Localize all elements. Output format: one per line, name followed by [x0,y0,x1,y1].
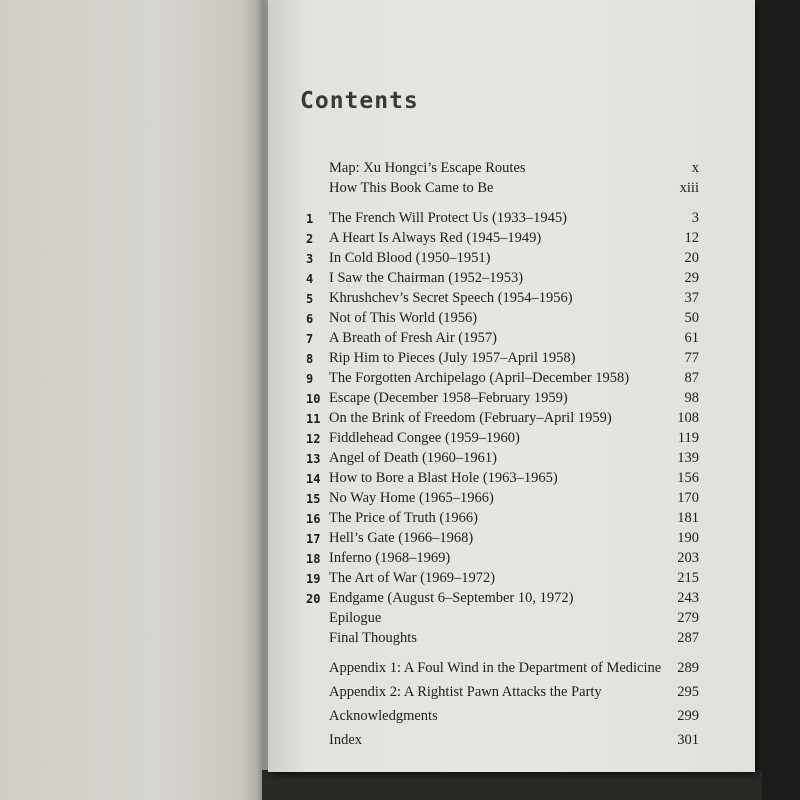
chapter-entry [0,490,800,510]
entry-page: 287 [677,630,699,646]
chapter-entry [0,430,800,450]
chapter-entry [0,550,800,570]
entry-title: Appendix 1: A Foul Wind in the Department of Medicine [329,660,662,676]
chapter-title: Rip Him to Pieces (July 1957–April 1958) [329,350,576,366]
chapter-title: Not of This World (1956) [329,310,478,326]
chapter-entry [0,250,800,270]
chapter-title: A Breath of Fresh Air (1957) [329,330,497,346]
chapter-entry [0,390,800,410]
chapter-entry [0,450,800,470]
chapter-number: 18 [306,552,321,566]
chapter-number: 6 [306,312,314,326]
entry-page: 289 [677,660,699,676]
chapter-number: 8 [306,352,314,366]
chapter-entry [0,570,800,590]
toc-entry [0,610,800,630]
entry-title: Epilogue [329,610,382,626]
chapter-title: No Way Home (1965–1966) [329,490,494,506]
chapter-number: 5 [306,292,314,306]
entry-title: Index [329,732,363,748]
chapter-page: 50 [684,310,699,326]
chapter-title: Khrushchev’s Secret Speech (1954–1956) [329,290,573,306]
chapter-entry [0,270,800,290]
chapter-page: 20 [684,250,699,266]
chapter-number: 14 [306,472,321,486]
chapter-title: I Saw the Chairman (1952–1953) [329,270,524,286]
chapter-entry [0,350,800,370]
chapter-page: 3 [691,210,699,226]
chapter-title: How to Bore a Blast Hole (1963–1965) [329,470,558,486]
chapter-title: The Price of Truth (1966) [329,510,479,526]
toc-entry [0,732,800,752]
toc-entry [0,708,800,728]
chapter-page: 87 [684,370,699,386]
chapter-number: 16 [306,512,321,526]
chapter-title: Endgame (August 6–September 10, 1972) [329,590,574,606]
entry-title: Final Thoughts [329,630,417,646]
chapter-page: 139 [677,450,699,466]
chapter-page: 181 [677,510,699,526]
chapter-entry [0,410,800,430]
chapter-entry [0,590,800,610]
chapter-title: Fiddlehead Congee (1959–1960) [329,430,520,446]
chapter-number: 13 [306,452,321,466]
chapter-page: 170 [677,490,699,506]
chapter-number: 7 [306,332,314,346]
chapter-title: The French Will Protect Us (1933–1945) [329,210,567,226]
chapter-number: 12 [306,432,321,446]
entry-page: x [691,160,699,176]
chapter-page: 156 [677,470,699,486]
chapter-title: The Art of War (1969–1972) [329,570,496,586]
chapter-page: 37 [684,290,699,306]
chapter-title: In Cold Blood (1950–1951) [329,250,491,266]
chapter-number: 17 [306,532,321,546]
entry-title: Acknowledgments [329,708,438,724]
chapter-entry [0,330,800,350]
toc-entry [0,630,800,650]
chapter-number: 1 [306,212,314,226]
chapter-title: On the Brink of Freedom (February–April 1959) [329,410,612,426]
chapter-number: 11 [306,412,321,426]
chapter-entry [0,230,800,250]
chapter-page: 77 [684,350,699,366]
chapter-page: 243 [677,590,699,606]
chapter-number: 3 [306,252,314,266]
chapter-number: 10 [306,392,321,406]
chapter-title: Escape (December 1958–February 1959) [329,390,568,406]
chapter-page: 108 [677,410,699,426]
entry-title: How This Book Came to Be [329,180,494,196]
chapter-page: 12 [684,230,699,246]
toc-entry [0,160,800,180]
chapter-number: 15 [306,492,321,506]
chapter-number: 9 [306,372,314,386]
chapter-title: Hell’s Gate (1966–1968) [329,530,474,546]
chapter-number: 20 [306,592,321,606]
chapter-title: Angel of Death (1960–1961) [329,450,497,466]
entry-page: 295 [677,684,699,700]
entry-title: Map: Xu Hongci’s Escape Routes [329,160,526,176]
chapter-page: 61 [684,330,699,346]
chapter-number: 2 [306,232,314,246]
chapter-number: 19 [306,572,321,586]
toc-entry [0,180,800,200]
chapter-entry [0,470,800,490]
chapter-entry [0,370,800,390]
chapter-page: 29 [684,270,699,286]
chapter-title: A Heart Is Always Red (1945–1949) [329,230,542,246]
chapter-page: 119 [677,430,699,446]
chapter-entry [0,510,800,530]
page-title: Contents [300,88,419,114]
entry-page: 299 [677,708,699,724]
chapter-page: 98 [684,390,699,406]
chapter-entry [0,310,800,330]
entry-page: xiii [679,180,699,196]
entry-title: Appendix 2: A Rightist Pawn Attacks the Party [329,684,602,700]
chapter-entry [0,530,800,550]
chapter-entry [0,210,800,230]
chapter-title: Inferno (1968–1969) [329,550,451,566]
chapter-number: 4 [306,272,314,286]
chapter-page: 190 [677,530,699,546]
toc-entry [0,684,800,704]
table-surface [262,770,762,800]
chapter-entry [0,290,800,310]
entry-page: 301 [677,732,699,748]
toc-entry [0,660,800,680]
entry-page: 279 [677,610,699,626]
chapter-title: The Forgotten Archipelago (April–December 1958) [329,370,630,386]
chapter-page: 203 [677,550,699,566]
chapter-page: 215 [677,570,699,586]
